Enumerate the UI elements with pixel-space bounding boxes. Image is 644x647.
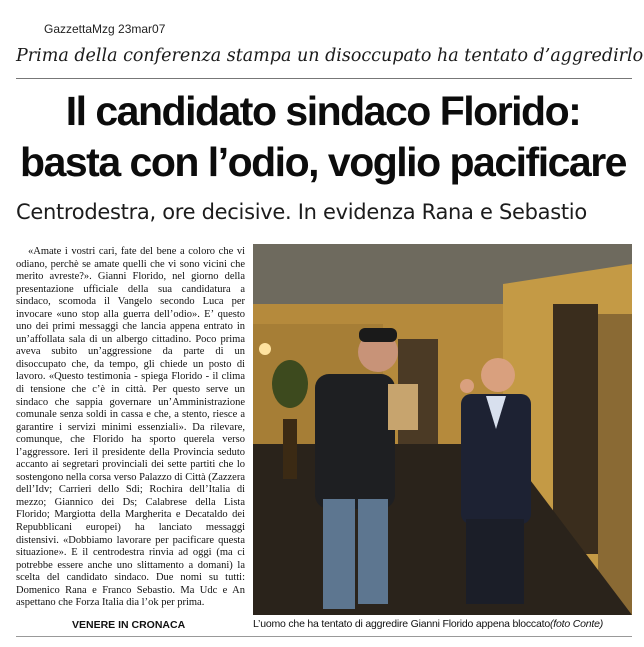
florido-head — [481, 358, 515, 392]
headline-line-1: Il candidato sindaco Florido: — [65, 88, 581, 134]
bottom-divider — [16, 636, 632, 637]
wall-lamp — [259, 343, 271, 355]
person-hair — [359, 328, 397, 342]
news-photo-image — [253, 244, 632, 615]
person-jeans-right — [358, 499, 388, 604]
person-jeans-left — [323, 499, 355, 609]
suit-trousers — [466, 519, 524, 604]
article-paragraph: «Amate i vostri cari, fate del bene a coloro che vi odiano, perchè se amate quelli che vi sono vicini che merito avreste?». Gianni Florido, nel giorno della presentazione ufficiale della sua candidatura a sindaco, scomoda il Vangelo secondo Luca per invocare «uno stop alla guerra dell’odio». E’ questo uno dei primi messaggi che lancia appena entrato in un’affollata sala di un albergo cittadino. Poco prima aveva subito un’aggressione da parte di un disoccupato che, da tempo, gli chiede un posto di lavoro. «Questo testimonia - spiega Florido - il clima di tensione che c’è in città. Per questo serve un sindaco che sappia governare un’Amministrazione comunale senza soldi in cassa e che, a stento, riesce a garantire i servizi minimi essenziali». Da rilevare, comunque, che Florido ha sporto querela verso l’aggressore. Ieri il presidente della Provincia seduto accanto ai segretari provinciali dei sette partiti che lo sostengono nella corsa verso Palazzo di Città (Zazzera dell’Idv; Carrieri dello Sdi; Rochira dell’Italia di mezzo; Giannico dei Ds; Calabrese della Lista Florido; Margiotta della Margherita e Decataldo dei Repubblicani europei) ha lanciato messaggi distensivi. «Dobbiamo lavorare per pacificare questa situazione». E il centrodestra rinvia ad oggi (ma ci potrebbe essere anche uno slittamento a domani) la scelta del candidato sindaco. Due nomi su tutti: Domenico Rana e Franco Sebastio. Ma Udc e An aspettano che Forza Italia dia l’ok per prima. — [16, 246, 245, 609]
headline — [10, 86, 636, 188]
headline-line-2: basta con l’odio, voglio pacificare — [20, 139, 626, 185]
photo-caption — [253, 618, 637, 630]
wall-column — [598, 314, 632, 614]
byline: VENERE IN CRONACA — [72, 619, 186, 631]
photo-credit: (foto Conte) — [549, 618, 604, 630]
source-label: GazzettaMzg 23mar07 — [44, 22, 166, 36]
plant — [272, 360, 308, 408]
top-divider — [16, 78, 632, 79]
raised-hand — [460, 379, 474, 393]
plant-pot — [283, 419, 297, 479]
paper-bag — [388, 384, 418, 430]
doorway — [553, 304, 598, 554]
article-body — [16, 246, 245, 610]
subheadline: Centrodestra, ore decisive. In evidenza Rana e Sebastio — [16, 200, 587, 224]
overline-kicker: Prima della conferenza stampa un disoccupato ha tentato d’aggredirlo — [16, 46, 644, 66]
person-jacket — [315, 374, 395, 509]
news-photo — [253, 244, 632, 615]
caption-text: L’uomo che ha tentato di aggredire Gianni Florido appena bloccato — [253, 618, 550, 630]
